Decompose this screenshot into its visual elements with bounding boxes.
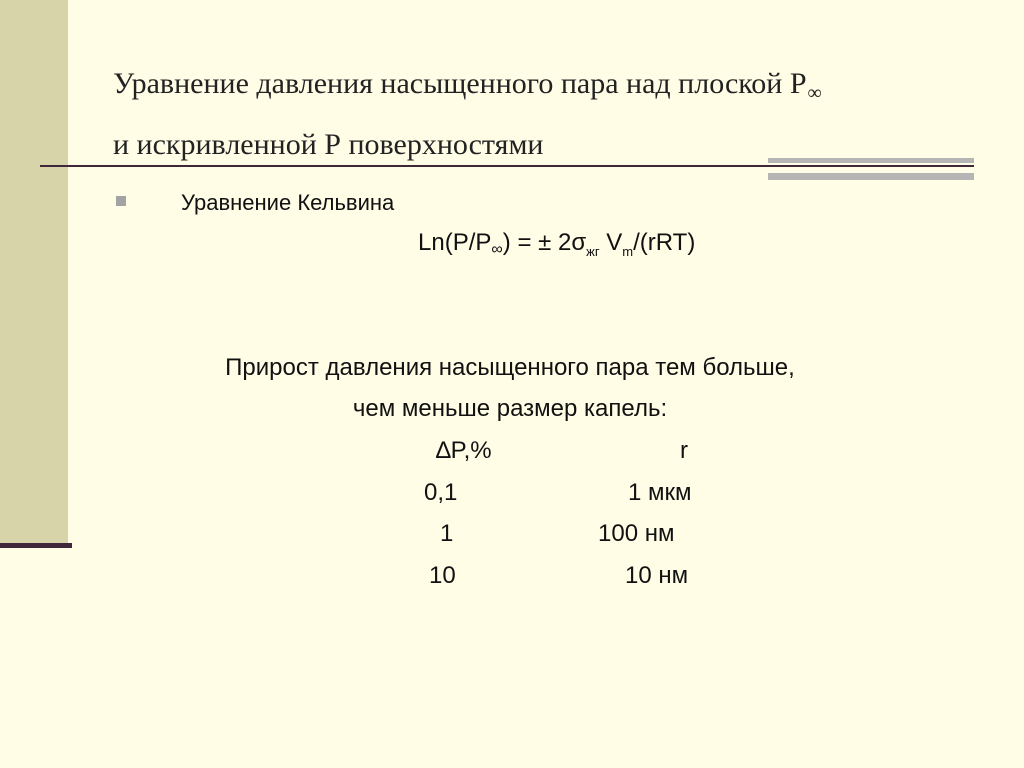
formula-part-2: ) = ± 2σ	[502, 229, 587, 256]
formula-part-3: V	[599, 229, 623, 256]
table-cell-dp: 1	[440, 520, 454, 547]
paragraph-line-1: Прирост давления насыщенного пара тем больше,	[225, 354, 795, 381]
slide-title	[113, 58, 993, 171]
title-line-1-text: Уравнение давления насыщенного пара над плоской Р	[113, 67, 807, 100]
formula-sub-infinity: ∞	[491, 241, 503, 258]
table-cell-r: 100 нм	[598, 520, 675, 547]
kelvin-formula	[418, 228, 695, 267]
paragraph-line-2: чем меньше размер капель:	[352, 395, 668, 422]
table-cell-dp: 10	[429, 562, 456, 589]
formula-sub-m: m	[622, 244, 634, 259]
bullet-square-icon	[116, 196, 126, 206]
title-line-2: и искривленной Р поверхностями	[113, 128, 544, 161]
table-cell-r: 1 мкм	[628, 479, 692, 506]
left-accent-rule	[0, 543, 72, 548]
table-header-dp: ∆P,%	[436, 437, 492, 464]
title-divider-accent	[768, 158, 974, 180]
title-line-1	[113, 58, 993, 119]
formula-part-1: Ln(P/P	[418, 229, 492, 256]
table-cell-r: 10 нм	[625, 562, 689, 589]
formula-sub-zhg: жг	[586, 244, 600, 259]
formula-part-4: /(rRT)	[633, 229, 696, 256]
table-cell-dp: 0,1	[424, 479, 458, 506]
title-infinity-subscript: ∞	[807, 82, 822, 104]
left-accent-bar	[0, 0, 68, 548]
table-header-r: r	[680, 437, 688, 464]
bullet-text: Уравнение Кельвина	[181, 190, 395, 215]
